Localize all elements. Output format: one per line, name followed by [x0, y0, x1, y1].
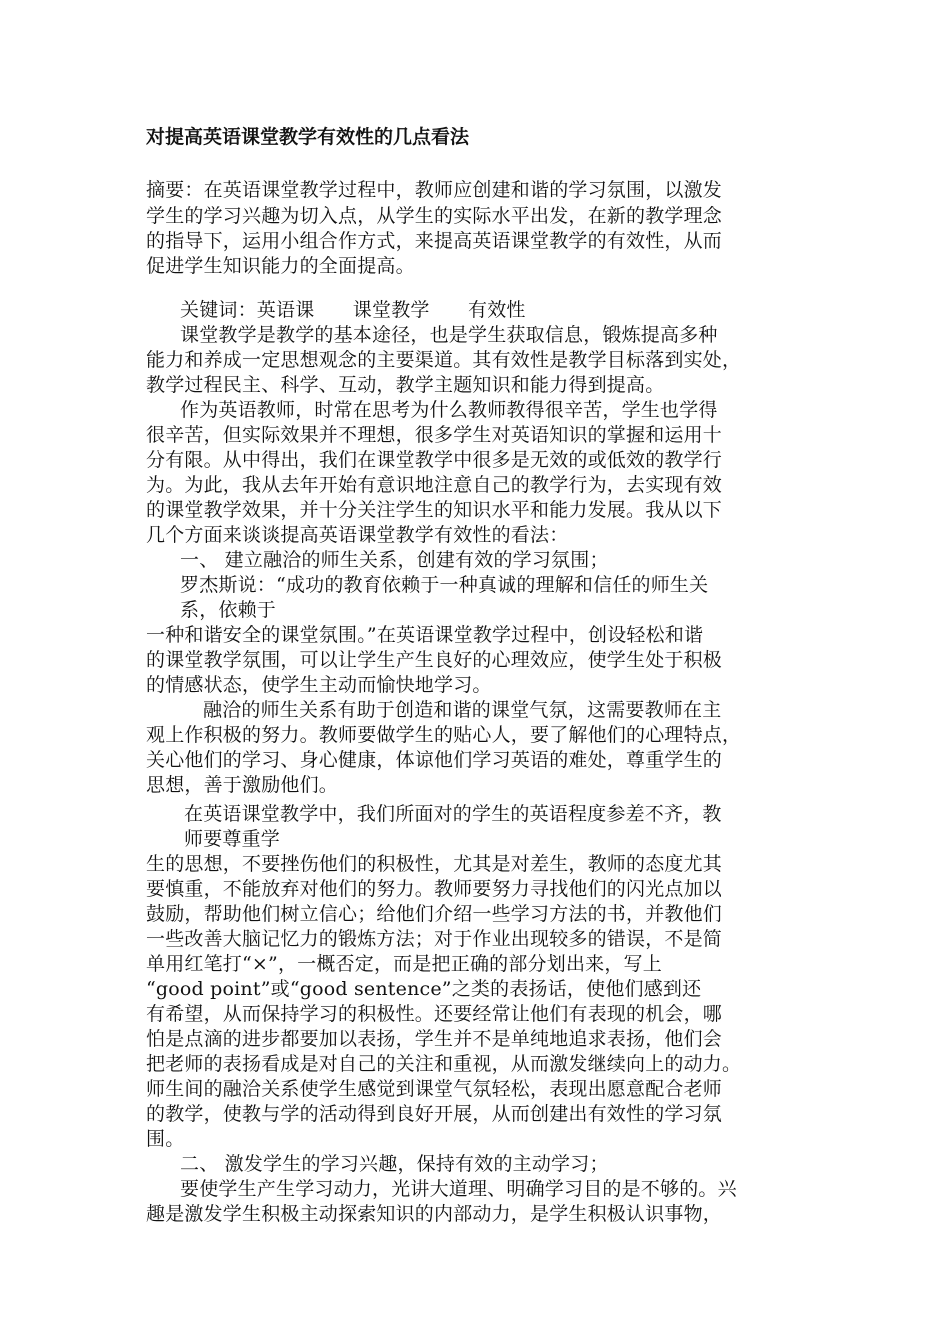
- paragraph-line: 要慎重，不能放弃对他们的努力。教师要努力寻找他们的闪光点加以: [146, 878, 723, 900]
- paragraph-line: 一些改善大脑记忆力的锻炼方法；对于作业出现较多的错误，不是简: [146, 928, 723, 950]
- paragraph-line: 师要尊重学: [184, 828, 281, 850]
- paragraph-line: 要使学生产生学习动力，光讲大道理、明确学习目的是不够的。兴: [180, 1178, 737, 1200]
- paragraph-line: “good point”或“good sentence”之类的表扬话，使他们感到还: [146, 978, 702, 1000]
- paragraph-line: 的课堂教学氛围，可以让学生产生良好的心理效应，使学生处于积极: [146, 649, 723, 671]
- paragraph-line: 几个方面来谈谈提高英语课堂教学有效性的看法：: [146, 524, 569, 546]
- keywords-line: 关键词：英语课 课堂教学 有效性: [180, 299, 526, 321]
- paragraph-line: 生的思想，不要挫伤他们的积极性，尤其是对差生，教师的态度尤其: [146, 853, 723, 875]
- paragraph-line: 围。: [146, 1128, 185, 1150]
- paragraph-line: 怕是点滴的进步都要加以表扬，学生并不是单纯地追求表扬，他们会: [146, 1028, 723, 1050]
- paragraph-line: 作为英语教师，时常在思考为什么教师教得很辛苦，学生也学得: [180, 399, 718, 421]
- section-heading-1: 一、 建立融洽的师生关系，创建有效的学习氛围；: [180, 549, 609, 571]
- paragraph-line: 很辛苦，但实际效果并不理想，很多学生对英语知识的掌握和运用十: [146, 424, 723, 446]
- paragraph-line: 思想，善于激励他们。: [146, 774, 339, 796]
- abstract-line-1: 摘要：在英语课堂教学过程中，教师应创建和谐的学习氛围，以激发: [146, 179, 723, 201]
- document-title: 对提高英语课堂教学有效性的几点看法: [146, 126, 470, 148]
- paragraph-line: 有希望，从而保持学习的积极性。还要经常让他们有表现的机会，哪: [146, 1003, 723, 1025]
- abstract-line-3: 的指导下，运用小组合作方式，来提高英语课堂教学的有效性，从而: [146, 230, 723, 252]
- section-heading-2: 二、 激发学生的学习兴趣，保持有效的主动学习；: [180, 1153, 609, 1175]
- paragraph-line: 趣是激发学生积极主动探索知识的内部动力，是学生积极认识事物，: [146, 1203, 723, 1225]
- paragraph-line: 教学过程民主、科学、互动，教学主题知识和能力得到提高。: [146, 374, 665, 396]
- paragraph-line: 的课堂教学效果，并十分关注学生的知识水平和能力发展。我从以下: [146, 499, 723, 521]
- paragraph-line: 分有限。从中得出，我们在课堂教学中很多是无效的或低效的教学行: [146, 449, 723, 471]
- paragraph-line: 的情感状态，使学生主动而愉快地学习。: [146, 674, 492, 696]
- paragraph-line: 罗杰斯说：“成功的教育依赖于一种真诚的理解和信任的师生关: [180, 574, 709, 596]
- paragraph-line: 在英语课堂教学中，我们所面对的学生的英语程度参差不齐，教: [184, 803, 722, 825]
- paragraph-line: 单用红笔打“×”，一概否定，而是把正确的部分划出来，写上: [146, 953, 662, 975]
- paragraph-line: 一种和谐安全的课堂氛围。”在英语课堂教学过程中，创设轻松和谐: [146, 624, 704, 646]
- paragraph-line: 系，依赖于: [180, 599, 277, 621]
- paragraph-line: 鼓励，帮助他们树立信心；给他们介绍一些学习方法的书，并教他们: [146, 903, 723, 925]
- paragraph-line: 把老师的表扬看成是对自己的关注和重视，从而激发继续向上的动力。: [146, 1053, 742, 1075]
- paragraph-line: 关心他们的学习、身心健康，体谅他们学习英语的难处，尊重学生的: [146, 749, 723, 771]
- paragraph-line: 观上作积极的努力。教师要做学生的贴心人，要了解他们的心理特点，: [146, 724, 742, 746]
- paragraph-line: 为。为此，我从去年开始有意识地注意自己的教学行为，去实现有效: [146, 474, 723, 496]
- abstract-line-4: 促进学生知识能力的全面提高。: [146, 255, 415, 277]
- paragraph-line: 能力和养成一定思想观念的主要渠道。其有效性是教学目标落到实处，: [146, 349, 742, 371]
- paragraph-line: 的教学，使教与学的活动得到良好开展，从而创建出有效性的学习氛: [146, 1103, 723, 1125]
- paragraph-line: 融洽的师生关系有助于创造和谐的课堂气氛，这需要教师在主: [203, 699, 722, 721]
- paragraph-line: 师生间的融洽关系使学生感觉到课堂气氛轻松，表现出愿意配合老师: [146, 1078, 723, 1100]
- paragraph-line: 课堂教学是教学的基本途径，也是学生获取信息，锻炼提高多种: [180, 324, 718, 346]
- abstract-line-2: 学生的学习兴趣为切入点，从学生的实际水平出发，在新的教学理念: [146, 205, 723, 227]
